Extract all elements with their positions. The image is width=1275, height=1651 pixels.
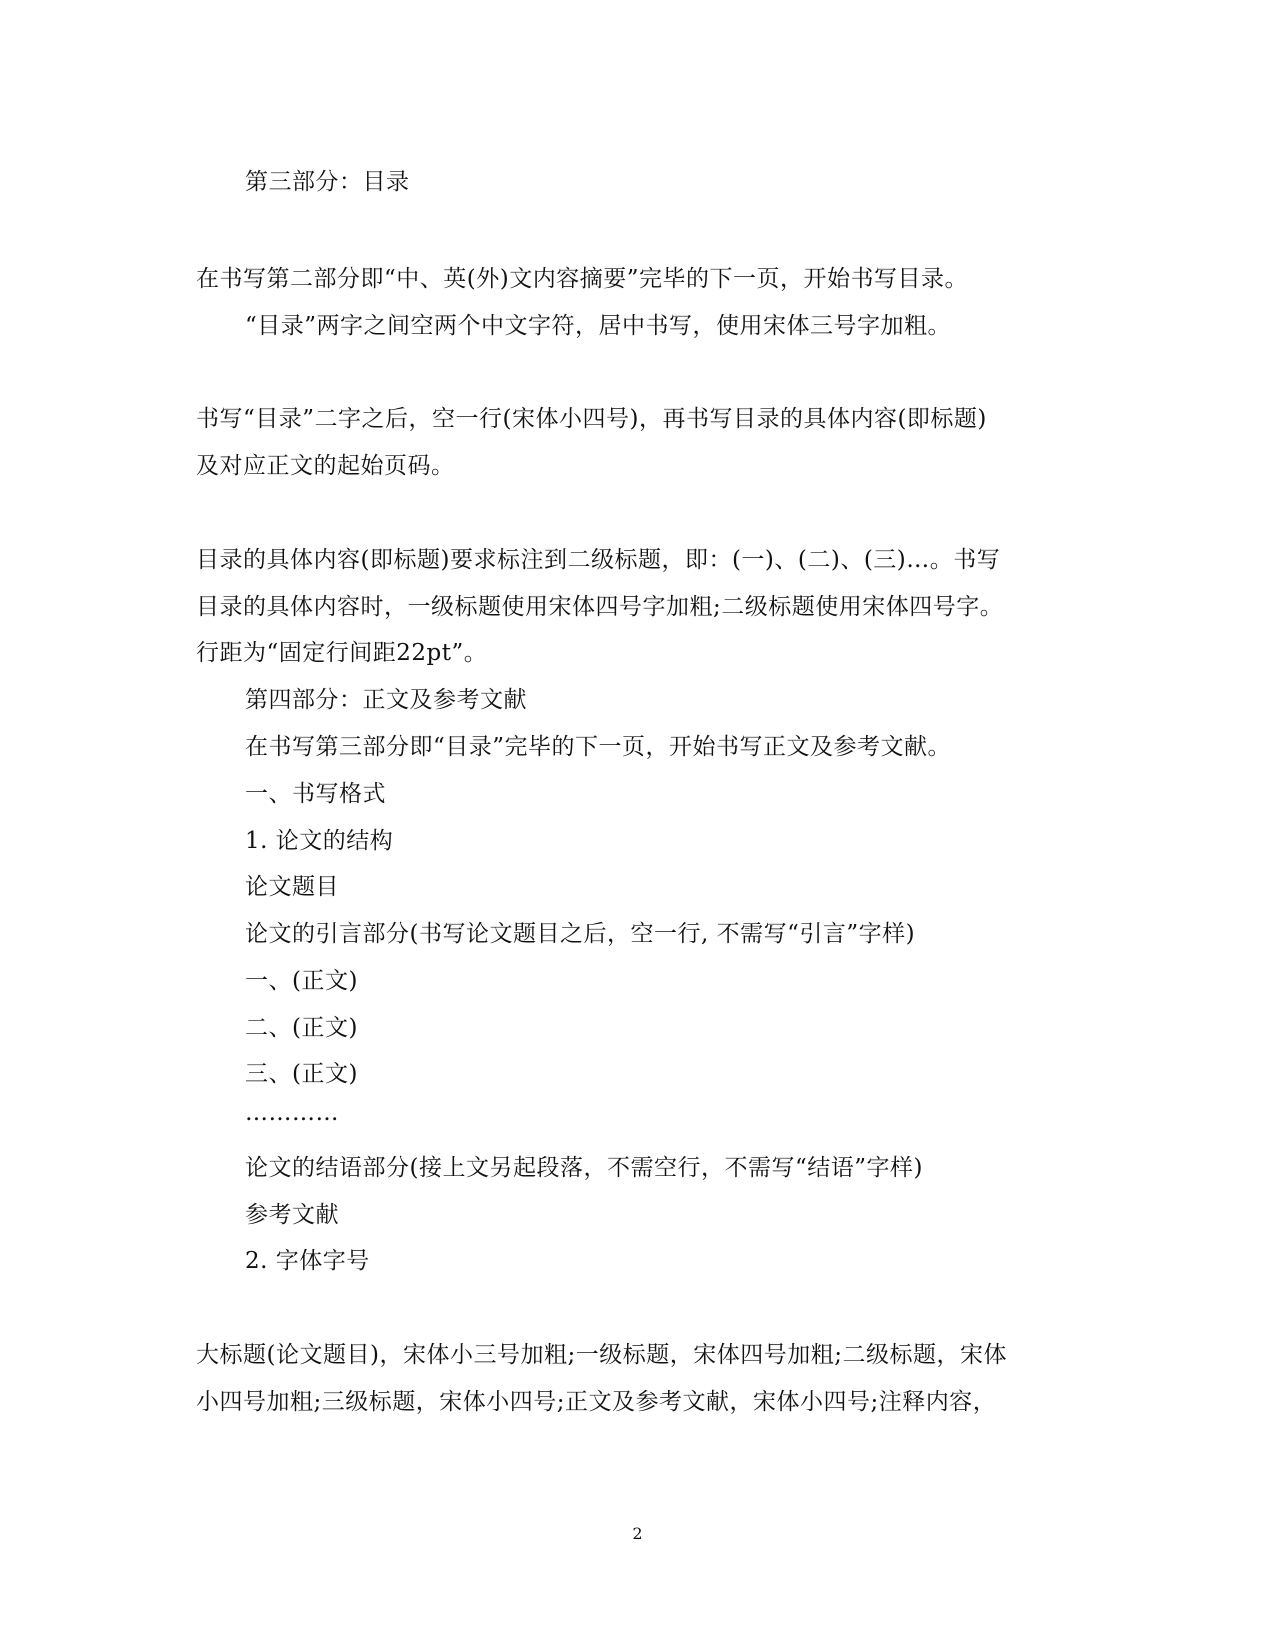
list-item: 一、(正文)	[245, 968, 358, 994]
section-heading-part-four: 第四部分：正文及参考文献	[245, 687, 527, 713]
section-heading-part-three: 第三部分：目录	[245, 169, 410, 195]
page-number: 2	[632, 1524, 643, 1543]
paragraph-line: 行距为“固定行间距22pt”。	[196, 640, 488, 666]
subheading-paper-structure: 1. 论文的结构	[245, 828, 394, 854]
list-item: 三、(正文)	[245, 1061, 358, 1087]
subheading-writing-format: 一、书写格式	[245, 781, 386, 807]
list-item-ellipsis: …………	[245, 1100, 339, 1126]
paragraph-line: 目录的具体内容(即标题)要求标注到二级标题，即：(一)、(二)、(三)…。书写	[196, 547, 1001, 573]
paragraph-line: 大标题(论文题目)，宋体小三号加粗;一级标题，宋体四号加粗;二级标题，宋体	[196, 1342, 1007, 1368]
paragraph-line: 在书写第三部分即“目录”完毕的下一页，开始书写正文及参考文献。	[245, 734, 952, 760]
list-item: 参考文献	[245, 1202, 339, 1228]
list-item: 论文的结语部分(接上文另起段落，不需空行，不需写“结语”字样)	[245, 1155, 923, 1181]
paragraph-line: 目录的具体内容时，一级标题使用宋体四号字加粗;二级标题使用宋体四号字。	[196, 594, 1004, 620]
list-item: 论文的引言部分(书写论文题目之后，空一行, 不需写“引言”字样)	[245, 921, 916, 947]
paragraph-line: 及对应正文的起始页码。	[196, 453, 455, 479]
paragraph-line: 书写“目录”二字之后，空一行(宋体小四号)，再书写目录的具体内容(即标题)	[196, 406, 987, 432]
list-item: 论文题目	[245, 874, 339, 900]
paragraph-line: “目录”两字之间空两个中文字符，居中书写，使用宋体三号字加粗。	[245, 313, 952, 339]
list-item: 二、(正文)	[245, 1015, 358, 1041]
paragraph-line: 在书写第二部分即“中、英(外)文内容摘要”完毕的下一页，开始书写目录。	[196, 266, 968, 292]
paragraph-line: 小四号加粗;三级标题，宋体小四号;正文及参考文献，宋体小四号;注释内容，	[196, 1389, 997, 1415]
subheading-font-size: 2. 字体字号	[245, 1248, 370, 1274]
